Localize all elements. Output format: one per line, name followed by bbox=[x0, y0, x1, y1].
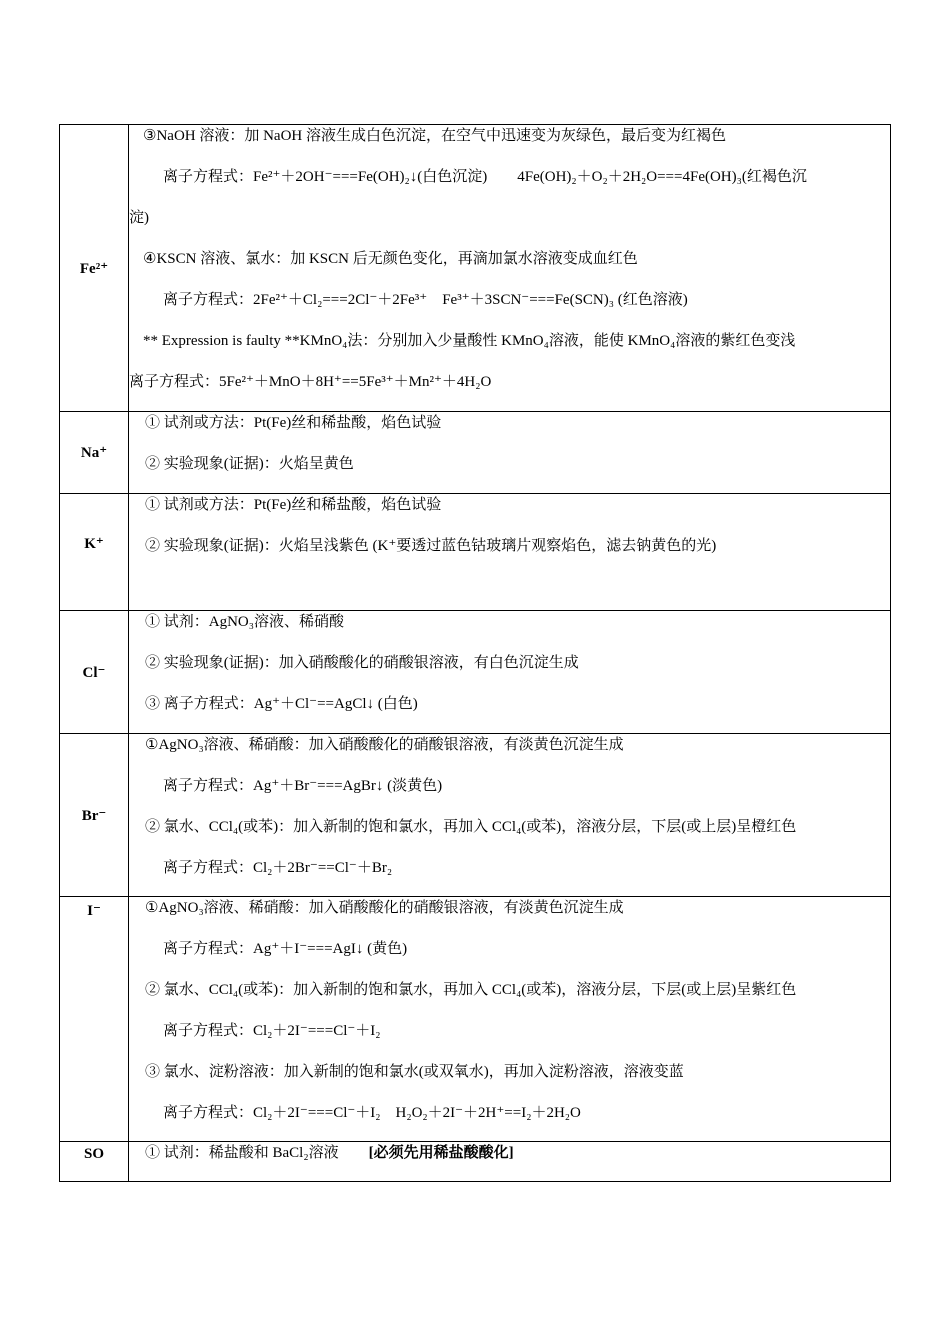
ion-label-fe: Fe²⁺ bbox=[60, 125, 129, 412]
text-line: 离子方程式：5Fe²⁺＋MnO＋8H⁺==5Fe³⁺＋Mn²⁺＋4H₂O bbox=[129, 374, 492, 390]
text-line: ② 实验现象(证据)：火焰呈浅紫色 (K⁺要透过蓝色钴玻璃片观察焰色，滤去钠黄色的光) bbox=[145, 538, 717, 554]
text-line: ①AgNO₃溶液、稀硝酸：加入硝酸酸化的硝酸银溶液，有淡黄色沉淀生成 bbox=[145, 737, 624, 753]
ion-label-so: SO bbox=[60, 1142, 129, 1182]
ion-description bbox=[129, 897, 891, 1142]
text-line: ③ 离子方程式：Ag⁺＋Cl⁻==AgCl↓ (白色) bbox=[145, 696, 418, 712]
acidify-note: [必须先用稀盐酸酸化] bbox=[368, 1145, 514, 1161]
table-row bbox=[60, 125, 891, 412]
ion-test-table bbox=[59, 124, 891, 1182]
text-line: 离子方程式：2Fe²⁺＋Cl₂===2Cl⁻＋2Fe³⁺ Fe³⁺＋3SCN⁻===Fe(SCN)₃ (红色溶液) bbox=[163, 292, 688, 308]
ion-label-na: Na⁺ bbox=[60, 412, 129, 494]
text-line: 离子方程式：Cl₂＋2I⁻===Cl⁻＋I₂ bbox=[163, 1023, 381, 1039]
text-line: ② 氯水、CCl₄(或苯)：加入新制的饱和氯水，再加入 CCl₄(或苯)，溶液分层，下层(或上层)呈橙红色 bbox=[145, 819, 797, 835]
table-row bbox=[60, 611, 891, 734]
ion-description bbox=[129, 412, 891, 494]
table-row bbox=[60, 494, 891, 611]
table-row bbox=[60, 1142, 891, 1182]
ion-label-i: I⁻ bbox=[60, 897, 129, 1142]
text-line: ③ 氯水、淀粉溶液：加入新制的饱和氯水(或双氧水)，再加入淀粉溶液，溶液变蓝 bbox=[145, 1064, 684, 1080]
text-line: ① 试剂或方法：Pt(Fe)丝和稀盐酸，焰色试验 bbox=[145, 415, 442, 431]
text-line: 淀) bbox=[129, 210, 149, 226]
text-line: ** Expression is faulty **KMnO₄法：分别加入少量酸性 KMnO₄溶液，能使 KMnO₄溶液的紫红色变浅 bbox=[143, 333, 796, 349]
text-line: 离子方程式：Cl₂＋2Br⁻==Cl⁻＋Br₂ bbox=[163, 860, 393, 876]
ion-label-br: Br⁻ bbox=[60, 734, 129, 897]
text-line: ① 试剂或方法：Pt(Fe)丝和稀盐酸，焰色试验 bbox=[145, 497, 442, 513]
text-line: 离子方程式：Fe²⁺＋2OH⁻===Fe(OH)₂↓(白色沉淀) 4Fe(OH)₂＋O₂＋2H₂O===4Fe(OH)₃(红褐色沉 bbox=[163, 169, 807, 185]
ion-label-k: K⁺ bbox=[60, 494, 129, 611]
ion-label-cl: Cl⁻ bbox=[60, 611, 129, 734]
text-line: 离子方程式：Ag⁺＋I⁻===AgI↓ (黄色) bbox=[163, 941, 408, 957]
text-line bbox=[129, 1142, 890, 1163]
text-line: 离子方程式：Ag⁺＋Br⁻===AgBr↓ (淡黄色) bbox=[163, 778, 443, 794]
text-line: ② 实验现象(证据)：加入硝酸酸化的硝酸银溶液，有白色沉淀生成 bbox=[145, 655, 579, 671]
table-row bbox=[60, 734, 891, 897]
ion-description bbox=[129, 611, 891, 734]
ion-description bbox=[129, 1142, 891, 1182]
text-line: ①AgNO₃溶液、稀硝酸：加入硝酸酸化的硝酸银溶液，有淡黄色沉淀生成 bbox=[145, 900, 624, 916]
ion-description bbox=[129, 494, 891, 611]
reagent-text: ① 试剂：稀盐酸和 BaCl₂溶液 bbox=[145, 1145, 369, 1161]
text-line: ④KSCN 溶液、氯水：加 KSCN 后无颜色变化，再滴加氯水溶液变成血红色 bbox=[143, 251, 638, 267]
ion-description bbox=[129, 125, 891, 412]
text-line: ① 试剂：AgNO₃溶液、稀硝酸 bbox=[145, 614, 344, 630]
ion-description bbox=[129, 734, 891, 897]
text-line: 离子方程式：Cl₂＋2I⁻===Cl⁻＋I₂ H₂O₂＋2I⁻＋2H⁺==I₂＋2H₂O bbox=[163, 1105, 581, 1121]
text-line: ② 氯水、CCl₄(或苯)：加入新制的饱和氯水，再加入 CCl₄(或苯)，溶液分层，下层(或上层)呈紫红色 bbox=[145, 982, 797, 998]
table-row bbox=[60, 897, 891, 1142]
text-line: ② 实验现象(证据)：火焰呈黄色 bbox=[145, 456, 354, 472]
table-row bbox=[60, 412, 891, 494]
text-line: ③NaOH 溶液：加 NaOH 溶液生成白色沉淀，在空气中迅速变为灰绿色，最后变为红褐色 bbox=[143, 128, 727, 144]
